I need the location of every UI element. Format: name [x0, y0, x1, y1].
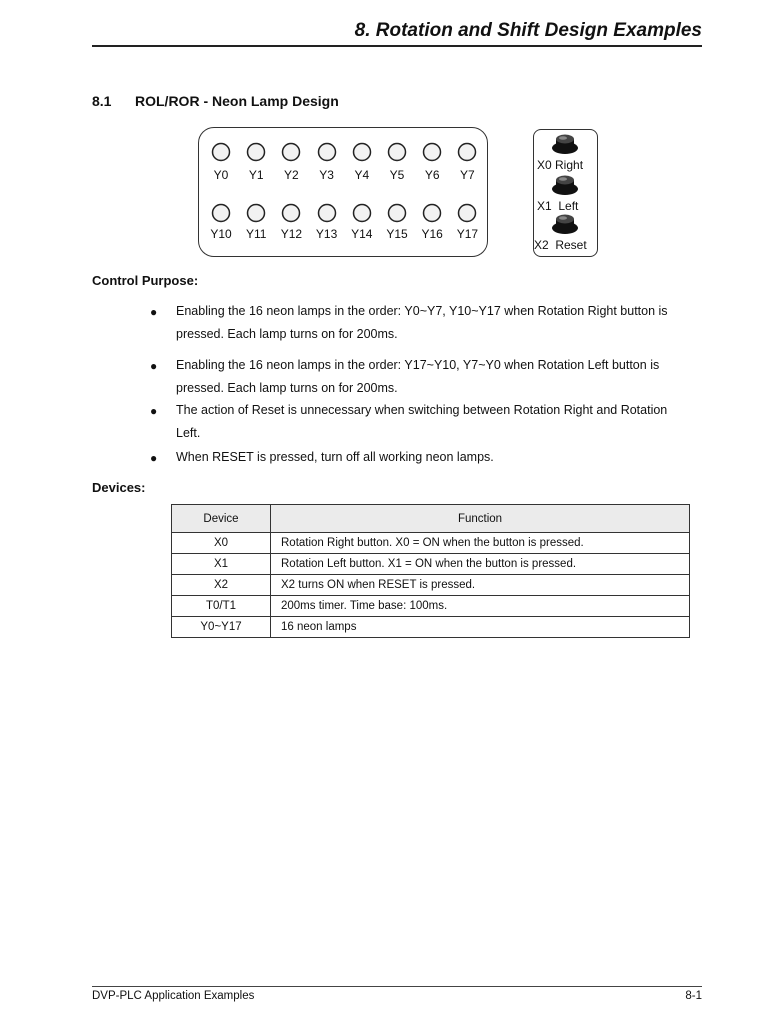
bullet-text: [176, 354, 696, 399]
section-title: [92, 93, 339, 109]
bullet-text: [176, 399, 696, 444]
section-heading: ROL/ROR - Neon Lamp Design: [135, 93, 339, 109]
lamp-label: Y7: [460, 168, 475, 182]
lamp-label: Y0: [213, 168, 229, 182]
lamp-label: Y12: [280, 227, 303, 241]
bullet-line: Left.: [176, 425, 201, 440]
neon-lamp-icon: [457, 142, 477, 162]
page-header-title: 8. Rotation and Shift Design Examples: [354, 20, 702, 41]
bullet-text: [176, 446, 696, 469]
function-cell: 200ms timer. Time base: 100ms.: [271, 596, 690, 617]
function-cell: Rotation Right button. X0 = ON when the button is pressed.: [271, 533, 690, 554]
neon-lamp-icon: [457, 203, 477, 223]
push-button-icon: [550, 212, 580, 236]
device-cell: X0: [172, 533, 271, 554]
neon-lamp-icon: [387, 142, 407, 162]
push-button-icon: [550, 132, 580, 156]
neon-lamp-icon: [352, 203, 372, 223]
neon-lamp-icon: [387, 203, 407, 223]
lamp-label: Y4: [354, 168, 370, 182]
footer-title: DVP-PLC Application Examples: [92, 990, 255, 1002]
control-purpose-heading: Control Purpose:: [92, 273, 199, 288]
table-row: [172, 554, 690, 575]
button-panel: [533, 129, 598, 257]
device-cell: Y0~Y17: [172, 617, 271, 638]
lamp-label: Y10: [210, 227, 232, 241]
neon-lamp-icon: [317, 203, 337, 223]
neon-lamp-panel: [198, 127, 488, 257]
neon-lamp-icon: [281, 142, 301, 162]
table-row: [172, 617, 690, 638]
bullet-line: pressed. Each lamp turns on for 200ms.: [176, 380, 398, 395]
lamp-label: Y11: [245, 227, 267, 241]
device-cell: T0/T1: [172, 596, 271, 617]
bullet-text: [176, 300, 696, 345]
table-row: [172, 533, 690, 554]
lamp-label: Y14: [351, 227, 373, 241]
lamp-label: Y17: [456, 227, 479, 241]
table-header-row: [172, 505, 690, 533]
device-cell: X1: [172, 554, 271, 575]
bullet-icon: ●: [150, 305, 158, 319]
bullet-line: Enabling the 16 neon lamps in the order: Y17~Y10, Y7~Y0 when Rotation Left button is: [176, 358, 660, 372]
neon-lamp-icon: [352, 142, 372, 162]
header-rule: [92, 45, 702, 47]
section-number: 8.1: [92, 93, 112, 109]
footer-rule: [92, 986, 702, 987]
lamp-label: Y5: [389, 168, 405, 182]
neon-lamp-icon: [211, 142, 231, 162]
table-row: [172, 596, 690, 617]
devices-heading: Devices:: [92, 480, 146, 495]
lamp-label: Y2: [284, 168, 299, 182]
lamp-label: Y6: [424, 168, 440, 182]
lamp-label: Y15: [386, 227, 408, 241]
function-cell: X2 turns ON when RESET is pressed.: [271, 575, 690, 596]
column-header-function: Function: [271, 505, 690, 533]
neon-lamp-icon: [246, 142, 266, 162]
function-cell: 16 neon lamps: [271, 617, 690, 638]
push-button-icon: [550, 173, 580, 197]
neon-lamp-icon: [246, 203, 266, 223]
neon-lamp-icon: [422, 203, 442, 223]
bullet-line: When RESET is pressed, turn off all working neon lamps.: [176, 450, 494, 464]
bullet-line: pressed. Each lamp turns on for 200ms.: [176, 326, 398, 341]
function-cell: Rotation Left button. X1 = ON when the button is pressed.: [271, 554, 690, 575]
lamp-label: Y3: [319, 168, 334, 182]
button-label: X0 Right: [537, 158, 584, 172]
neon-lamp-icon: [422, 142, 442, 162]
button-label: X1 Left: [537, 199, 579, 213]
devices-table: [171, 504, 690, 638]
bullet-icon: ●: [150, 359, 158, 373]
bullet-line: The action of Reset is unnecessary when switching between Rotation Right and Rotation: [176, 403, 668, 417]
neon-lamp-icon: [211, 203, 231, 223]
column-header-device: Device: [172, 505, 271, 533]
neon-lamp-icon: [281, 203, 301, 223]
bullet-icon: ●: [150, 404, 158, 418]
button-label: X2 Reset: [534, 238, 587, 252]
lamp-label: Y1: [248, 168, 264, 182]
neon-lamp-icon: [317, 142, 337, 162]
lamp-label: Y13: [315, 227, 338, 241]
device-cell: X2: [172, 575, 271, 596]
bullet-icon: ●: [150, 451, 158, 465]
bullet-line: Enabling the 16 neon lamps in the order: Y0~Y7, Y10~Y17 when Rotation Right button is: [176, 304, 668, 318]
page-number: 8-1: [685, 990, 702, 1002]
table-row: [172, 575, 690, 596]
lamp-label: Y16: [421, 227, 443, 241]
